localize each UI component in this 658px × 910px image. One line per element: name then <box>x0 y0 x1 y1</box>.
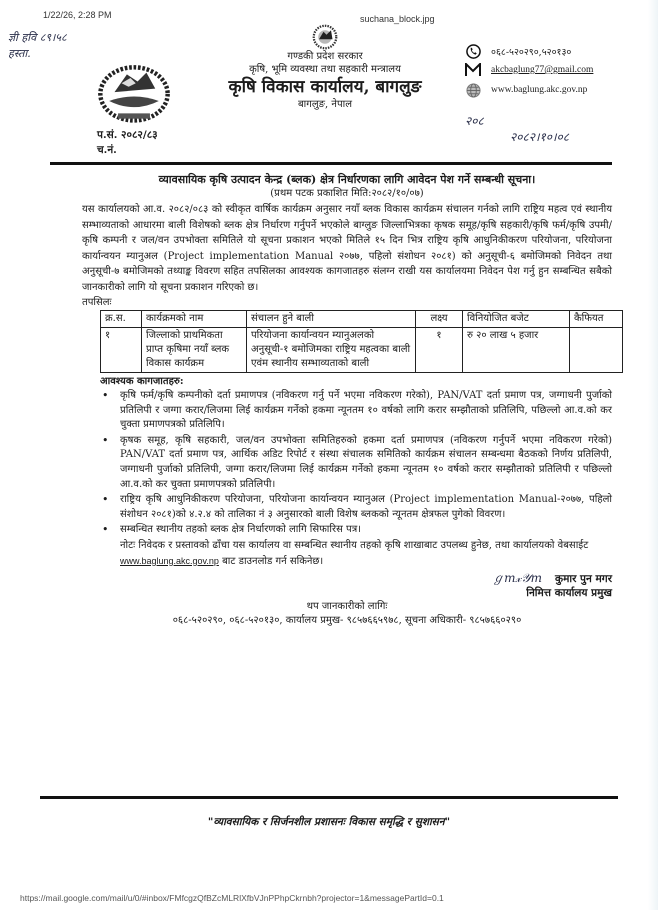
cell-remarks <box>570 328 623 373</box>
notice-title: व्यावसायिक कृषि उत्पादन केन्द्र (ब्लक) क्षेत्र निर्धारणका लागि आवेदन पेश गर्ने सम्बन्धी सूचना। <box>158 173 536 186</box>
cell-serial: १ <box>101 328 142 373</box>
bullet-icon: • <box>102 389 109 402</box>
phone-icon <box>465 43 481 59</box>
cell-program-name: जिल्लाको प्राथमिकता प्राप्त कृषिमा नयाँ ब्लक विकास कार्यक्रम <box>142 328 247 373</box>
table-header-row <box>101 311 623 328</box>
contact-email <box>465 62 593 78</box>
list-item <box>100 523 612 538</box>
mail-icon <box>465 62 481 78</box>
table-row <box>101 328 623 373</box>
globe-icon <box>465 82 481 98</box>
note-suffix: बाट डाउनलोड गर्न सकिनेछ। <box>222 555 324 567</box>
handwritten-note: ज्ञी हवि ८९।५८ <box>8 31 67 44</box>
cell-budget: रु २० लाख ५ हजार <box>463 328 570 373</box>
phone-number: ०६८-५२०२९०,५२०१३० <box>491 46 572 58</box>
signature-scribble: ℊm𝓍𝒴m <box>492 571 542 586</box>
header-serial: क्र.स. <box>101 311 142 328</box>
footer-divider <box>40 796 618 799</box>
notice-main <box>82 172 612 628</box>
contact-website <box>465 82 587 98</box>
required-docs-list <box>100 389 612 538</box>
doc-text: राष्ट्रिय कृषि आधुनिकीकरण परियोजना, परियोजना कार्यान्वयन म्यानुअल (Project implementation Manual-२०७७, पहिलो संशोधन २०८१)को ४.२.४ को तालिका नं ३ अनुसारको बाली विशेष ब्लकको न्यूनतम क्षेत्रफल पुगेको विवरण। <box>120 494 612 520</box>
header-target: लक्ष्य <box>416 311 463 328</box>
header-divider <box>50 162 612 165</box>
required-docs-label: आवश्यक कागजातहरु: <box>100 376 184 387</box>
reference-number: प.सं. २०८२/८३ <box>97 129 158 141</box>
more-info-label: थप जानकारीको लागिः <box>306 601 388 613</box>
list-item <box>100 493 612 522</box>
bullet-icon: • <box>102 493 109 507</box>
note-website-link[interactable]: www.baglung.akc.gov.np <box>120 555 219 566</box>
handwritten-darta-date: २०८२।१०।०८ <box>510 130 570 144</box>
doc-text: सम्बन्धित स्थानीय तहको ब्लक क्षेत्र निर्धारणको लागि सिफारिस पत्र। <box>120 524 362 536</box>
nepal-emblem-icon <box>90 62 178 124</box>
signatory-title: निमित्त कार्यालय प्रमुख <box>526 587 612 600</box>
office-address: बागलुङ, नेपाल <box>297 99 353 110</box>
print-url: https://mail.google.com/mail/u/0/#inbox/FMfcgzQfBZcMLRlXfbVJnPPhpCkrnbh?projector=1&messagePartId=0.1 <box>20 893 444 903</box>
print-file-name: suchana_block.jpg <box>360 14 435 24</box>
bullet-icon: • <box>102 433 109 447</box>
government-name: गण्डकी प्रदेश सरकार <box>287 51 363 62</box>
website-link[interactable]: www.baglung.akc.gov.np <box>491 85 588 95</box>
print-timestamp: 1/22/26, 2:28 PM <box>43 10 112 20</box>
contact-phone <box>465 43 571 59</box>
notice-publish-date: (प्रथम पटक प्रकाशित मिति:२०८२/१०/०७) <box>270 188 424 199</box>
office-name: कृषि विकास कार्यालय, बागलुङ <box>228 77 422 97</box>
bullet-icon: • <box>102 523 109 537</box>
note <box>120 539 612 569</box>
note-prefix: नोटः निवेदक र प्रस्तावको ढाँचा यस कार्यालय वा सम्बन्धित स्थानीय तहको कृषि शाखाबाट उपलब्ध हुनेछ, तथा कार्यालयको वेबसाईट <box>120 539 589 551</box>
list-item <box>100 434 612 492</box>
cell-target: १ <box>416 328 463 373</box>
list-item <box>100 389 612 433</box>
scan-edge-shadow <box>648 0 658 910</box>
doc-text: कृषि फर्म/कृषि कम्पनीको दर्ता प्रमाणपत्र (नविकरण गर्नु पर्ने भएमा नविकरण गरेको), PAN/VAT दर्ता प्रमाण पत्र, जग्गाधनी पुर्जाको प्रतिलिपी र जग्गा करार/लिजमा लिई कार्यक्रम गर्नेको हकमा न्यूनतम १० वर्षको लागि करार सम्झौताको प्रतिलिपि, पछिल्लो आ.व.को कर चुक्ता प्रमाणपत्रको प्रतिलिपि। <box>120 390 612 431</box>
doc-text: कृषक समूह, कृषि सहकारी, जल/वन उपभोक्ता समितिहरुको हकमा दर्ता प्रमाणपत्र (नविकरण गर्नुपर्ने भएमा नविकरण गरेको) PAN/VAT दर्ता प्रमाण पत्र, आर्थिक अडिट रिपोर्ट र संस्था संचालक समितिको कार्यक्रम संचालन सम्बन्धमा बैठकको निर्णय प्रतिलिपी, जग्गाधनी पुर्जाको प्रतिलिपी, जग्गा करार/लिजमा लिई कार्यक्रम गर्नेको हकमा न्यूनतम १० वर्षको करार सम्झौताको प्रतिलिपी र पछिल्लो आ.व.को कर चुक्ता प्रमाणपत्रको प्रतिलिपी। <box>120 434 612 490</box>
cell-crops: परियोजना कार्यान्वयन म्यानुअलको अनुसूची-१ बमोजिमका राष्ट्रिय महत्वका बाली एवंम स्थानीय सम्भाव्यताको बाली <box>247 328 416 373</box>
signatory-name: कुमार पुन मगर <box>555 573 612 586</box>
provincial-seal-icon <box>310 24 340 50</box>
contact-phones: ०६८-५२०२९०, ०६८-५२०१३०, कार्यालय प्रमुख- ९८५७६६५९७८, सूचना अधिकारी- ९८५७६६०२९० <box>172 615 522 627</box>
signature-block <box>82 570 612 600</box>
letterhead-block <box>200 24 450 111</box>
notice-body: यस कार्यालयको आ.व. २०८२/०८३ को स्वीकृत वार्षिक कार्यक्रम अनुसार नयाँ ब्लक विकास कार्यक्रम संचालन गर्नको लागि राष्ट्रिय महत्व एवं स्थानीय सम्भाव्यताको आधारमा बाली विशेषको ब्लक क्षेत्र निर्धारण गर्नुपर्ने भएकोले बाग्लुङ जिल्लाभित्रका कृषक समूह/कृषि सहकारी/कृषि फर्म/कृषि उपमी/कृषि कम्पनी र जल/वन उपभोक्ता समितिले यो सूचना प्रकाशन भएको मितिले १५ दिन भित्र राष्ट्रिय कृषि आधुनिकीकरण परियोजना, परियोजना कार्यान्वयन म्यानुअल (Project implementation Manual २०७७, पहिलो संशोधन २०८१) को अनुसूची-६ बमोजिमको निवेदन तथा अनुसूची-७ बमोजिमको तथ्याङ्क विवरण सहित तपसिलका आवश्यक कागजातहरु संलग्न राखी यस कार्यालयमा निवेदन पेश गर्नु हुन सम्बन्धित सबैको जानकारीको लागि यो सूचना प्रकाशन गरिएको छ। <box>82 204 612 293</box>
header-budget: विनियोजित बजेट <box>463 311 570 328</box>
handwritten-darta-number: २०८ <box>465 114 484 128</box>
header-program-name: कार्यक्रमको नाम <box>142 311 247 328</box>
program-table <box>100 310 623 373</box>
ministry-name: कृषि, भूमि व्यवस्था तथा सहकारी मन्त्रालय <box>249 64 401 75</box>
email-link[interactable]: akcbaglung77@gmail.com <box>491 65 594 75</box>
handwritten-initials: हस्ता. <box>8 47 31 60</box>
header-remarks: कैफियत <box>570 311 623 328</box>
dispatch-number: च.नं. <box>97 144 117 156</box>
office-slogan: "व्यावसायिक र सिर्जनशील प्रशासनः विकास समृद्धि र सुशासन" <box>207 816 451 828</box>
header-crops: संचालन हुने बाली <box>247 311 416 328</box>
details-label: तपसिलः <box>82 297 112 308</box>
